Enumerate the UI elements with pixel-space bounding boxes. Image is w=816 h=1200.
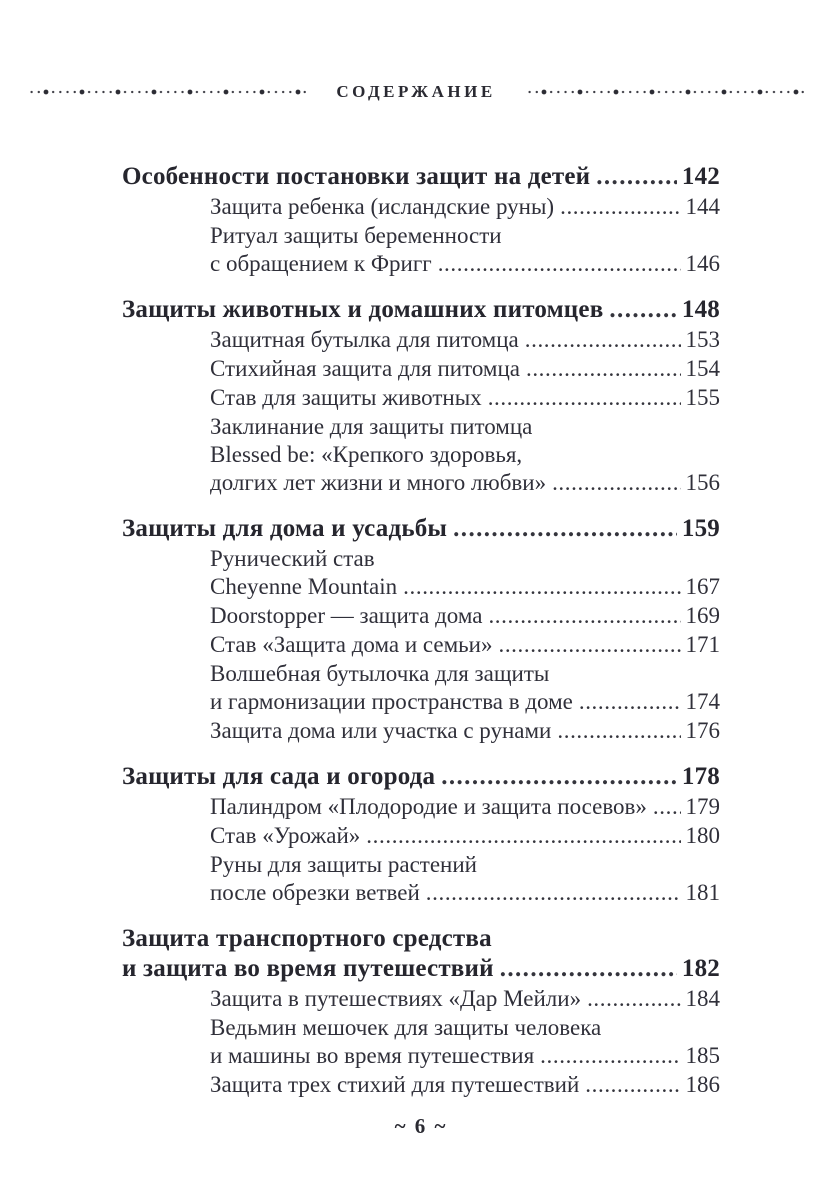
dot-leader [587, 985, 680, 1013]
dot-leader [540, 1042, 680, 1070]
toc-entry-line: Руны для защиты растений [210, 852, 477, 877]
toc-page-number: 167 [685, 574, 720, 599]
dot-leader [596, 162, 677, 192]
toc-entry [122, 545, 720, 601]
dot-leader [560, 193, 680, 221]
toc-section-title: Защиты животных и домашних питомцев [122, 296, 604, 323]
toc-page-number: 155 [685, 385, 720, 410]
toc-section [122, 924, 720, 1099]
toc-section-title-line: Защита транспортного средства [122, 925, 492, 952]
toc-entry-label: после обрезки ветвей [210, 880, 420, 905]
toc-page-number: 156 [685, 470, 720, 495]
dot-leader [488, 384, 681, 412]
dot-leader [579, 688, 681, 716]
dot-leader [552, 469, 680, 497]
toc-section-heading [122, 924, 720, 984]
toc-entry-label: Став для защиты животных [210, 385, 482, 410]
toc-page-number: 169 [685, 603, 720, 628]
toc-page-number: 154 [685, 356, 720, 381]
toc-page-number: 179 [685, 794, 720, 819]
dot-leader [653, 793, 681, 821]
toc-entry-label: Защита дома или участка с рунами [210, 718, 552, 743]
dot-leader [438, 250, 681, 278]
toc-entry-line: Заклинание для защиты питомца [210, 414, 533, 439]
toc-section [122, 762, 720, 907]
toc-section-title: Защиты для сада и огорода [122, 763, 436, 790]
toc-page-number: 159 [681, 515, 720, 542]
toc-entry-line: Волшебная бутылочка для защиты [210, 661, 550, 686]
dot-leader [557, 717, 680, 745]
toc-page-number: 171 [685, 632, 720, 657]
dot-leader [525, 326, 681, 354]
toc-page-number: 174 [685, 689, 720, 714]
toc-entry-line: Blessed be: «Крепкого здоровья, [210, 442, 523, 467]
toc-page-number: 176 [685, 718, 720, 743]
toc-entry [122, 793, 720, 821]
dot-leader [609, 295, 676, 325]
dot-leader [585, 1071, 680, 1099]
toc-entry [122, 822, 720, 850]
ornament-dotted-line-left [26, 87, 308, 97]
dot-leader [500, 954, 677, 984]
toc-entry-label: Стихийная защита для питомца [210, 356, 520, 381]
dot-leader [403, 573, 680, 601]
toc-section-heading [122, 514, 720, 544]
toc-section-heading [122, 295, 720, 325]
dot-leader [366, 822, 680, 850]
toc-section-heading [122, 162, 720, 192]
toc-section-title: Защиты для дома и усадьбы [122, 515, 448, 542]
toc-entry [122, 1071, 720, 1099]
toc-entry-label: Doorstopper — защита дома [210, 603, 483, 628]
toc-entry-label: Cheyenne Mountain [210, 574, 398, 599]
toc-entry-line: Ведьмин мешочек для защиты человека [210, 1015, 602, 1040]
dot-leader [498, 631, 680, 659]
toc-entry [122, 717, 720, 745]
toc-entry [122, 602, 720, 630]
toc-header [26, 82, 806, 102]
toc-section-title: Особенности постановки защит на детей [122, 163, 591, 190]
toc-page-number: 185 [685, 1043, 720, 1068]
toc-page-number: 186 [685, 1072, 720, 1097]
toc-entry-label: Защита трех стихий для путешествий [210, 1072, 580, 1097]
toc-entry-label: Защита в путешествиях «Дар Мейли» [210, 986, 582, 1011]
toc-page-number: 144 [685, 194, 720, 219]
toc-entry-label: Став «Урожай» [210, 823, 361, 848]
toc-page-number: 184 [685, 986, 720, 1011]
toc-section-heading [122, 762, 720, 792]
toc-section-title-line: и защита во время путешествий [122, 955, 494, 982]
toc-entry [122, 1014, 720, 1070]
toc-page-number: 148 [681, 296, 720, 323]
toc-entry-label: и машины во время путешествия [210, 1043, 535, 1068]
toc-entry [122, 413, 720, 497]
toc [122, 162, 720, 1139]
dot-leader [526, 355, 681, 383]
toc-page-number: 182 [681, 955, 720, 982]
dot-leader [453, 514, 677, 544]
toc-entry-label: с обращением к Фригг [210, 251, 432, 276]
toc-page-number: 181 [685, 880, 720, 905]
toc-entry-label: и гармонизации пространства в доме [210, 689, 573, 714]
toc-entry-line: Ритуал защиты беременности [210, 223, 502, 248]
toc-entry [122, 222, 720, 278]
toc-entry [122, 851, 720, 907]
toc-entry [122, 985, 720, 1013]
toc-entry-label: долгих лет жизни и много любви» [210, 470, 547, 495]
page-number-footer: ~ 6 ~ [394, 1114, 448, 1138]
toc-section [122, 295, 720, 497]
toc-entry-label: Став «Защита дома и семьи» [210, 632, 493, 657]
toc-title: СОДЕРЖАНИЕ [336, 82, 496, 101]
toc-page-number: 146 [685, 251, 720, 276]
toc-section [122, 162, 720, 278]
toc-section [122, 514, 720, 745]
toc-page-number: 180 [685, 823, 720, 848]
ornament-dotted-line-right [524, 87, 806, 97]
toc-entry-line: Рунический став [210, 546, 375, 571]
toc-entry [122, 326, 720, 354]
toc-entry-label: Защитная бутылка для питомца [210, 327, 519, 352]
toc-entry [122, 631, 720, 659]
toc-entry [122, 193, 720, 221]
toc-entry [122, 660, 720, 716]
toc-entry [122, 384, 720, 412]
dot-leader [426, 879, 681, 907]
toc-page-number: 142 [681, 163, 720, 190]
dot-leader [441, 762, 677, 792]
toc-entry [122, 355, 720, 383]
toc-page-number: 178 [681, 763, 720, 790]
toc-page-number: 153 [685, 327, 720, 352]
toc-entry-label: Палиндром «Плодородие и защита посевов» [210, 794, 647, 819]
toc-entry-label: Защита ребенка (исландские руны) [210, 194, 555, 219]
dot-leader [488, 602, 680, 630]
